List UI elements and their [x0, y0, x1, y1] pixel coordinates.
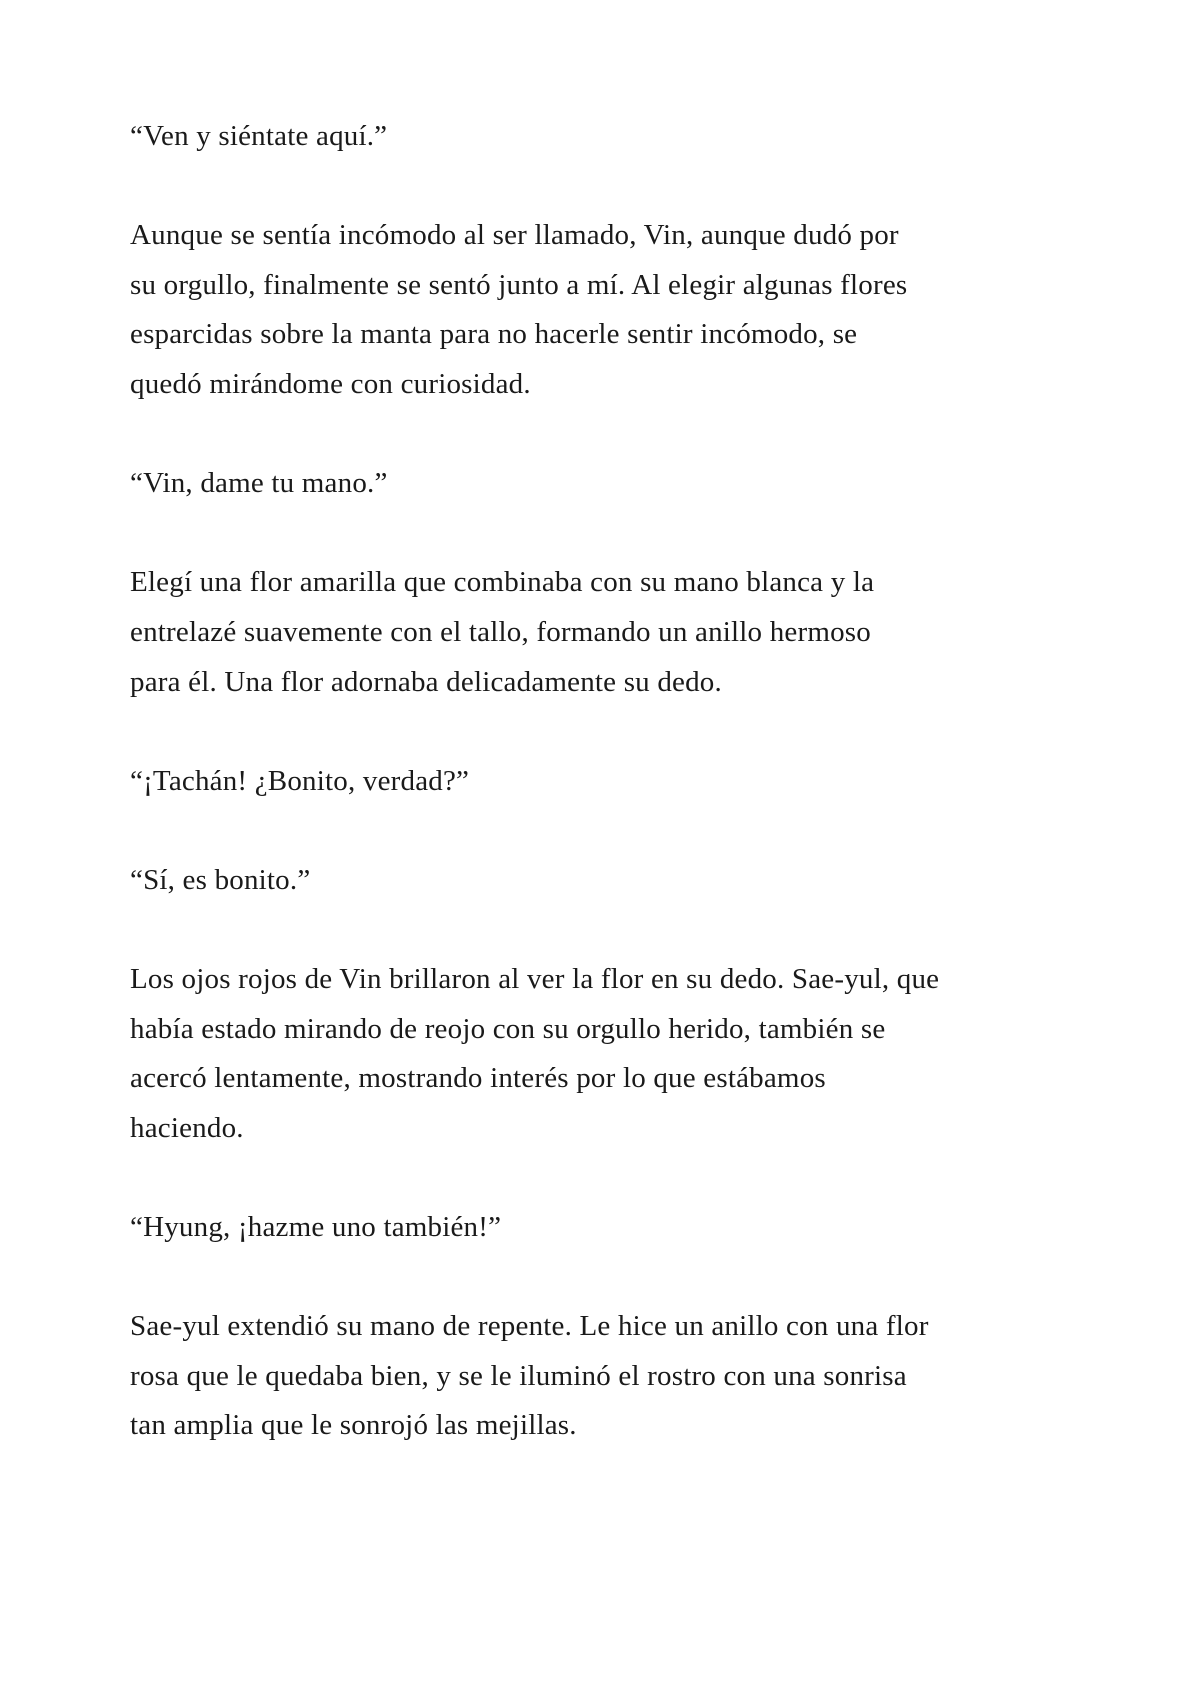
text-line: rosa que le quedaba bien, y se le iluminó el rostro con una sonrisa — [130, 1359, 907, 1392]
narration-paragraph — [130, 1302, 1090, 1451]
text-line: para él. Una flor adornaba delicadamente su dedo. — [130, 665, 722, 698]
text-line: su orgullo, finalmente se sentó junto a mí. Al elegir algunas flores — [130, 268, 908, 301]
text-line: Aunque se sentía incómodo al ser llamado, Vin, aunque dudó por — [130, 219, 899, 252]
text-line: había estado mirando de reojo con su orgullo herido, también se — [130, 1012, 886, 1045]
text-line: esparcidas sobre la manta para no hacerle sentir incómodo, se — [130, 318, 858, 351]
dialogue-paragraph — [130, 757, 1090, 807]
narration-paragraph — [130, 955, 1090, 1153]
text-line: “Sí, es bonito.” — [130, 863, 311, 896]
text-line: “Vin, dame tu mano.” — [130, 467, 388, 500]
narration-paragraph — [130, 211, 1090, 409]
text-line: Elegí una flor amarilla que combinaba con su mano blanca y la — [130, 566, 875, 599]
narration-paragraph — [130, 558, 1090, 707]
text-line: haciendo. — [130, 1111, 244, 1144]
text-line: quedó mirándome con curiosidad. — [130, 367, 531, 400]
dialogue-paragraph — [130, 459, 1090, 509]
text-line: “Ven y siéntate aquí.” — [130, 120, 388, 152]
dialogue-paragraph — [130, 112, 1090, 162]
text-line: “Hyung, ¡hazme uno también!” — [130, 1211, 502, 1244]
text-line: Sae-yul extendió su mano de repente. Le hice un anillo con una flor — [130, 1310, 929, 1343]
document-page — [130, 112, 1090, 1501]
text-line: “¡Tachán! ¿Bonito, verdad?” — [130, 764, 470, 797]
text-line: Los ojos rojos de Vin brillaron al ver la flor en su dedo. Sae-yul, que — [130, 963, 940, 996]
dialogue-paragraph — [130, 1203, 1090, 1253]
text-line: acercó lentamente, mostrando interés por lo que estábamos — [130, 1062, 826, 1095]
dialogue-paragraph — [130, 856, 1090, 906]
text-line: entrelazé suavemente con el tallo, formando un anillo hermoso — [130, 615, 871, 648]
text-line: tan amplia que le sonrojó las mejillas. — [130, 1409, 577, 1442]
